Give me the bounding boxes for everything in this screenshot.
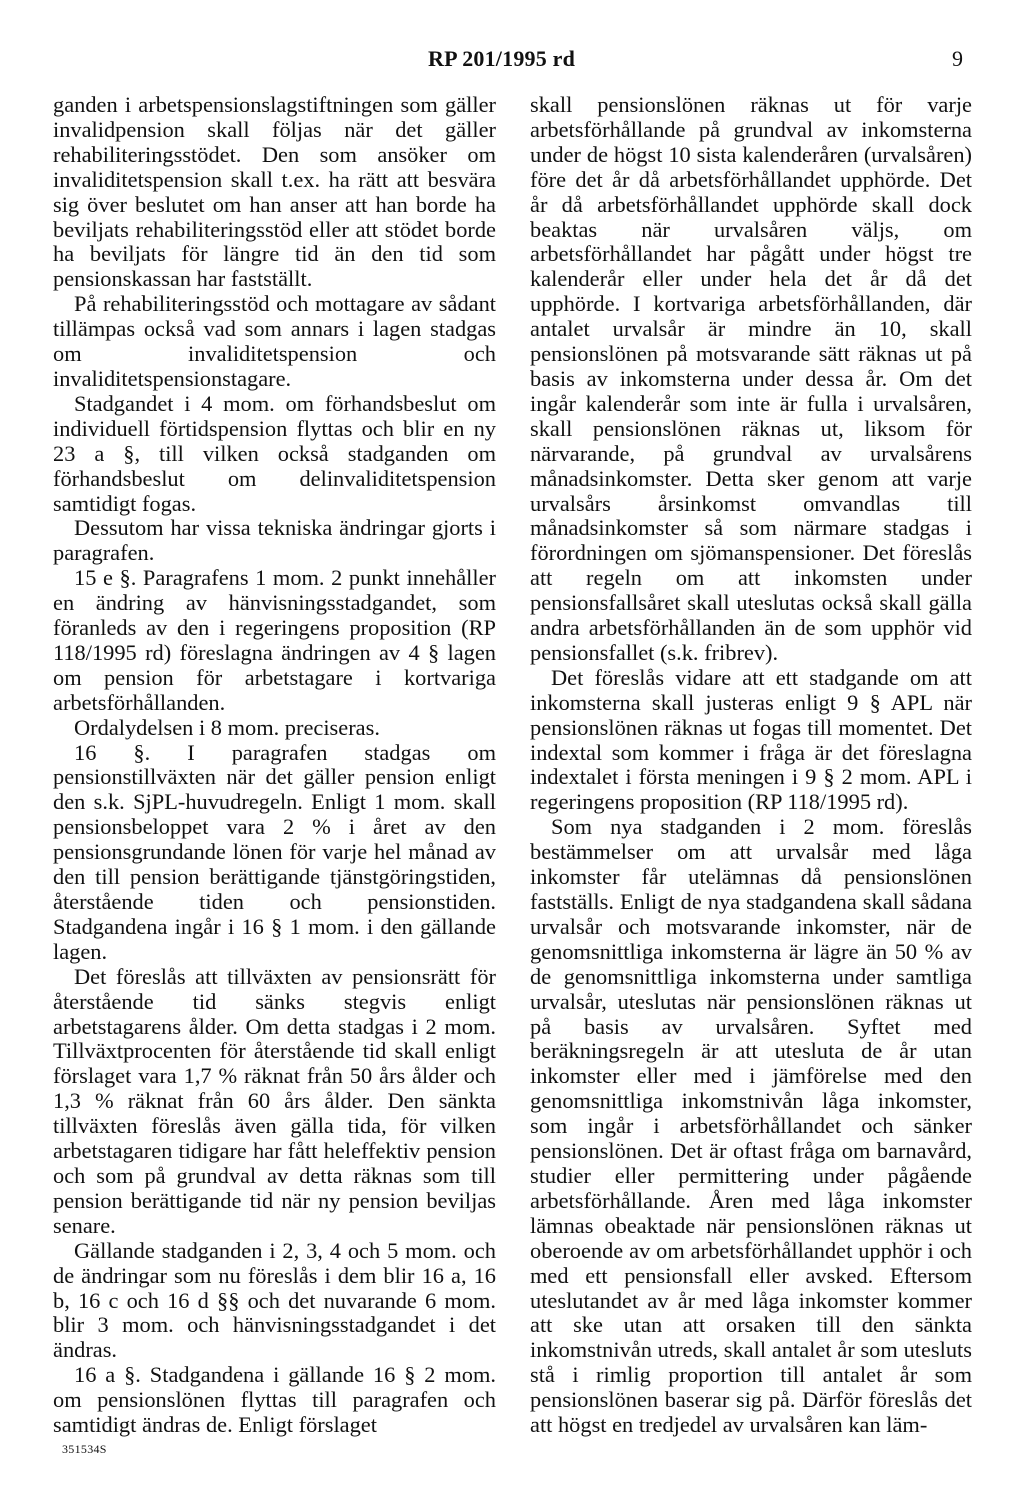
paragraph: Gällande stadganden i 2, 3, 4 och 5 mom. och de ändringar som nu föreslås i dem blir 16 a, 16 b, 16 c och 16 d §§ och det nuvarande 6 mom. blir 3 mom. och hänvisningsstadgandet i det ändras.	[53, 1237, 496, 1363]
paragraph: 16 §. I paragrafen stadgas om pensionstillväxten när det gäller pension enligt den s.k. SjPL-huvudregeln. Enligt 1 mom. skall pensionsbeloppet vara 2 % i året av den pensionsgrundande lönen för varje hel månad av den till pension berättigande tjänstgöringstiden, återstående tiden och pensionstiden. Stadgandena ingår i 16 § 1 mom. i den gällande lagen.	[53, 739, 496, 964]
paragraph: På rehabiliteringsstöd och mottagare av sådant tillämpas också vad som annars i lagen stadgas om invaliditetspension och invaliditetspensionstagare.	[53, 291, 496, 391]
paragraph: 15 e §. Paragrafens 1 mom. 2 punkt innehåller en ändring av hänvisningsstadgandet, som föranleds av den i regeringens proposition (RP 118/1995 rd) föreslagna ändringen av 4 § lagen om pension för arbetstagare i kortvariga arbetsförhållanden.	[53, 565, 496, 715]
document-title: RP 201/1995 rd	[428, 46, 576, 71]
paragraph: Stadgandet i 4 mom. om förhandsbeslut om individuell förtidspension flyttas och blir en ny 23 a §, till vilken också stadganden om förhandsbeslut om delinvaliditetspension samtidigt fogas.	[53, 390, 496, 516]
paragraph: skall pensionslönen räknas ut för varje arbetsförhållande på grundval av inkomsterna under de högst 10 sista kalenderåren (urvalsåren) före det år då arbetsförhållandet upphörde. Det år då arbetsförhållandet upphörde skall dock beaktas när urvalsåren väljs, om arbetsförhållandet har pågått under högst tre kalenderår eller under hela det år då det upphörde. I kortvariga arbetsförhållanden, där antalet urvalsår är mindre än 10, skall pensionslönen på motsvarande sätt räknas ut på basis av inkomsterna under dessa år. Om det ingår kalenderår som inte är fulla i urvalsåren, skall pensionslönen räknas ut, liksom för närvarande, på grundval av urvalsårens månadsinkomster. Detta sker genom att varje urvalsårs årsinkomst omvandlas till månadsinkomster så som närmare stadgas i förordningen om sjömanspensioner. Det föreslås att regeln om att inkomsten under pensionsfallsåret skall uteslutas också skall gälla andra arbetsförhållanden än de som upphör vid pensionsfallet (s.k. fribrev).	[530, 92, 972, 665]
paragraph: Ordalydelsen i 8 mom. preciseras.	[74, 714, 380, 740]
left-column	[53, 93, 496, 1438]
print-code: 351534S	[62, 1442, 107, 1456]
paragraph: Det föreslås vidare att ett stadgande om att inkomsterna skall justeras enligt 9 § APL när pensionslönen räknas ut fogas till momentet. Det indextal som kommer i fråga är det föreslagna indextalet i första meningen i 9 § 2 mom. APL i regeringens proposition (RP 118/1995 rd).	[530, 664, 972, 815]
right-column	[530, 93, 972, 1438]
paragraph: Som nya stadganden i 2 mom. föreslås bestämmelser om att urvalsår med låga inkomster får utelämnas då pensionslönen fastställs. Enligt de nya stadgandena skall sådana urvalsår och motsvarande inkomster, när de genomsnittliga inkomsterna är lägre än 50 % av de genomsnittliga inkomsterna under samtliga urvalsår, uteslutas när pensionslönen räknas ut på basis av urvalsåren. Syftet med beräkningsregeln är att utesluta de år utan inkomster eller med i jämförelse med den genomsnittliga inkomstnivån låga inkomster, som ingår i arbetsförhållandet och sänker pensionslönen. Det är oftast fråga om barnavård, studier eller permittering under pågående arbetsförhållande. Åren med låga inkomster lämnas obeaktade när pensionslönen räknas ut oberoende av om arbetsförhållandet upphör i och med ett pensionsfall eller avsked. Eftersom uteslutandet av år med låga inkomster kommer att ske utan att orsaken till den sänkta inkomstnivån utreds, skall antalet år som utesluts stå i rimlig proportion till antalet år som pensionslönen baserar sig på. Därför föreslås det att högst en tredjedel av urvalsåren kan läm-	[530, 814, 972, 1438]
paragraph: Dessutom har vissa tekniska ändringar gjorts i paragrafen.	[53, 515, 496, 566]
paragraph: ganden i arbetspensionslagstiftningen som gäller invalidpension skall följas när det gäller rehabiliteringsstödet. Den som ansöker om invaliditetspension skall t.ex. ha rätt att besvära sig över beslutet om han anser att han borde ha beviljats rehabiliteringsstöd eller att stödet borde ha beviljats för längre tid än den tid som pensionskassan har fastställt.	[53, 92, 496, 292]
paragraph: 16 a §. Stadgandena i gällande 16 § 2 mom. om pensionslönen flyttas till paragrafen och samtidigt ändras de. Enligt förslaget	[53, 1362, 496, 1438]
page-header	[0, 46, 1024, 86]
paragraph: Det föreslås att tillväxten av pensionsrätt för återstående tid sänks stegvis enligt arbetstagarens ålder. Om detta stadgas i 2 mom. Tillväxtprocenten för återstående tid skall enligt förslaget vara 1,7 % räknat från 50 års ålder och 1,3 % räknat från 60 års ålder. Den sänkta tillväxten föreslås även gälla tida, för vilken arbetstagaren tidigare har fått heleffektiv pension och som på grundval av detta räknas som till pension berättigande tid när ny pension beviljas senare.	[53, 963, 496, 1238]
page-number: 9	[952, 46, 963, 71]
